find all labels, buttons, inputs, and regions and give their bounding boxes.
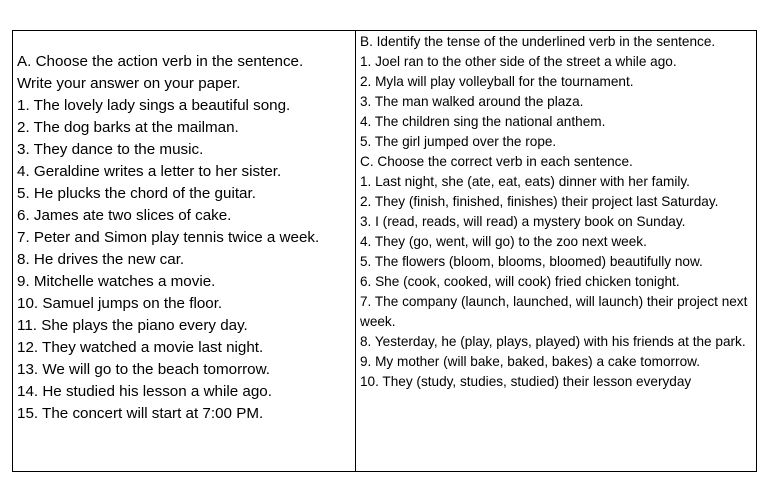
section-c-heading: C. Choose the correct verb in each sentence. [360,154,633,169]
section-a-item: 13. We will go to the beach tomorrow. [17,361,270,378]
section-a-item: 11. She plays the piano every day. [17,317,248,334]
section-c-item: 6. She (cook, cooked, will cook) fried chicken tonight. [360,274,680,289]
section-a-item: 4. Geraldine writes a letter to her sister. [17,163,282,180]
section-c-item: 2. They (finish, finished, finishes) their project last Saturday. [360,194,719,209]
section-a-item: 8. He drives the new car. [17,251,185,268]
section-a-item: 9. Mitchelle watches a movie. [17,273,216,290]
section-c-item: 7. The company (launch, launched, will launch) their project next week. [360,294,748,329]
section-c-item: 3. I (read, reads, will read) a mystery book on Sunday. [360,214,686,229]
section-c-item: 4. They (go, went, will go) to the zoo next week. [360,234,647,249]
section-a-item: 14. He studied his lesson a while ago. [17,383,272,400]
section-c-item: 8. Yesterday, he (play, plays, played) with his friends at the park. [360,334,746,349]
section-c-item: 1. Last night, she (ate, eat, eats) dinner with her family. [360,174,690,189]
section-a-item: 10. Samuel jumps on the floor. [17,295,223,312]
section-a-item: 12. They watched a movie last night. [17,339,264,356]
section-c-item: 10. They (study, studies, studied) their lesson everyday [360,374,692,389]
section-a-item: 7. Peter and Simon play tennis twice a week. [17,229,320,246]
section-a-item: 6. James ate two slices of cake. [17,207,232,224]
section-b-item: 5. The girl jumped over the rope. [360,134,557,149]
section-a-item: 3. They dance to the music. [17,141,204,158]
section-b-item: 4. The children sing the national anthem. [360,114,606,129]
section-c-item: 9. My mother (will bake, baked, bakes) a cake tomorrow. [360,354,700,369]
section-a-instruction: A. Choose the action verb in the sentence. [17,53,304,70]
section-b-item: 1. Joel ran to the other side of the street a while ago. [360,54,677,69]
section-b-heading: B. Identify the tense of the underlined verb in the sentence. [360,34,716,49]
worksheet-table [12,30,757,472]
section-bc-column [356,31,756,471]
section-b-item: 2. Myla will play volleyball for the tournament. [360,74,634,89]
section-c-item: 5. The flowers (bloom, blooms, bloomed) beautifully now. [360,254,703,269]
section-a-item: 15. The concert will start at 7:00 PM. [17,405,264,422]
section-a-item: 2. The dog barks at the mailman. [17,119,239,136]
section-a-column [13,31,356,471]
section-a-item: 5. He plucks the chord of the guitar. [17,185,256,202]
section-b-item: 3. The man walked around the plaza. [360,94,584,109]
section-a-instruction-2: Write your answer on your paper. [17,75,241,92]
section-a-item: 1. The lovely lady sings a beautiful song. [17,97,291,114]
